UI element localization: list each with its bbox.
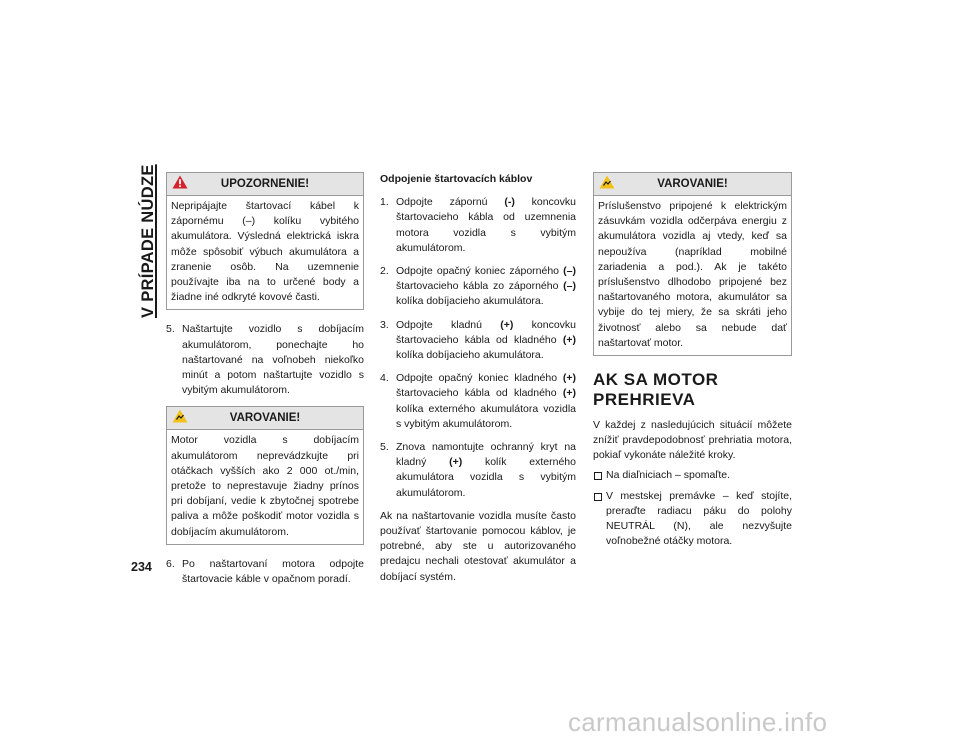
step-6-disconnect [166, 557, 364, 587]
polarity-symbol: (–) [563, 265, 576, 278]
step-number: 1. [380, 196, 389, 209]
polarity-symbol: (-) [504, 196, 515, 209]
warning-box-header [167, 407, 363, 430]
warning-triangle-icon [599, 175, 615, 189]
warning-title: VAROVANIE! [229, 412, 301, 425]
warning-title: VAROVANIE! [657, 178, 728, 190]
warning-box-rpm [166, 406, 364, 544]
caution-text: Nepripájajte štartovací kábel k zápornému (–) kolíku vybitého akumulátora. Výsledná elektrická iskra môže spôsobiť výbuch akumulátora a zranenie osôb. Na uzemnenie používajte iba na to určené body a žiadne iné odkryté kovové časti. [171, 200, 359, 304]
step-text: Znova namontujte ochranný kryt na kladný [396, 441, 576, 469]
caution-title: UPOZORNENIE! [220, 178, 310, 190]
step-text: Odpojte opačný koniec záporného [396, 265, 564, 278]
column-middle [380, 172, 576, 585]
step-text: štartovacieho kábla od kladného [396, 387, 563, 400]
bullet-item [593, 468, 792, 483]
warning-box-header [594, 173, 791, 196]
step-text: štartovacieho kábla zo záporného [396, 280, 564, 293]
step-text: Po naštartovaní motora odpojte štartovacie káble v opačnom poradí. [182, 557, 364, 586]
column-right [593, 172, 792, 556]
step-text: Odpojte kladnú [396, 318, 501, 331]
bullet-text: Na diaľniciach – spomaľte. [606, 468, 731, 481]
section-title: V PRÍPADE NÚDZE [139, 164, 157, 318]
heading-overheating: AK SA MOTOR PREHRIEVA [593, 370, 719, 410]
step-text: kolíka dobíjacieho akumulátora. [396, 349, 544, 362]
closing-paragraph: Ak na naštartovanie vozidla musíte často používať štartovanie pomocou káblov, je potrebné, aby ste u autorizovaného predajcu nechali otestovať akumulátor a dobíjací systém. [380, 509, 576, 583]
square-bullet-icon [594, 493, 602, 501]
disconnect-step-4 [380, 371, 576, 432]
warning-triangle-icon [172, 409, 188, 423]
polarity-symbol: (–) [563, 280, 576, 293]
disconnect-step-2 [380, 264, 576, 310]
step-number: 5. [380, 441, 389, 454]
step-text: koncovku štartovacieho kábla od uzemnenia motora vozidla s vybitým akumulátorom. [396, 196, 576, 254]
square-bullet-icon [594, 472, 602, 480]
disconnect-step-5 [380, 440, 576, 501]
polarity-symbol: (+) [562, 333, 576, 346]
watermark: carmanualsonline.info [568, 707, 828, 737]
step-text: Naštartujte vozidlo s dobíjacím akumulátorom, ponechajte ho naštartované na voľnobeh niekoľko minút a potom naštartujte vozidlo s vybitým akumulátorom. [182, 323, 364, 397]
step-number: 5. [166, 323, 175, 336]
polarity-symbol: (+) [562, 387, 576, 400]
step-number: 2. [380, 265, 389, 278]
bullet-item [593, 489, 792, 550]
page-number: 234 [131, 560, 152, 574]
column-left [166, 172, 364, 595]
polarity-symbol: (+) [449, 456, 463, 469]
disconnect-step-1 [380, 195, 576, 256]
step-text: kolík externého akumulátora vozidla s vybitým akumulátorom. [396, 456, 576, 499]
warning-box-accessories [593, 172, 792, 356]
caution-box-header [167, 173, 363, 196]
step-number: 3. [380, 318, 389, 331]
warning-text: Príslušenstvo pripojené k elektrickým zásuvkám vozidla odčerpáva energiu z akumulátora vozidla aj vtedy, keď sa nepoužíva (napríklad mobilné zariadenia a pod.). Ak je takéto príslušenstvo dlhodobo pripojené bez naštartovaného motora, akumulátor sa vybije do tej miery, že sa skráti jeho životnosť alebo sa nebude dať naštartovať motor. [598, 200, 787, 349]
subheading-disconnect: Odpojenie štartovacích káblov [380, 173, 533, 185]
polarity-symbol: (+) [562, 372, 576, 385]
warning-text: Motor vozidla s dobíjacím akumulátorom neprevádzkujte pri otáčkach vyšších ako 2 000 ot./min, pretože to neprestavuje žiadny prínos pri dobíjaní, vedie k zbytočnej spotrebe paliva a môže poškodiť motor vozidla s dobíjacím akumulátorom. [171, 434, 359, 538]
step-number: 6. [166, 557, 175, 570]
step-text: koncovku štartovacieho kábla od kladného [396, 318, 576, 346]
step-text: Odpojte zápornú [396, 196, 505, 209]
disconnect-step-3 [380, 318, 576, 364]
step-text: kolíka externého akumulátora vozidla s vybitým akumulátorom. [396, 402, 576, 430]
step-number: 4. [380, 372, 389, 385]
warning-triangle-icon [172, 175, 188, 189]
step-text: Odpojte opačný koniec kladného [396, 372, 563, 385]
caution-box [166, 172, 364, 310]
step-5-restart [166, 322, 364, 398]
step-text: kolíka dobíjacieho akumulátora. [396, 295, 544, 308]
polarity-symbol: (+) [500, 318, 514, 331]
intro-paragraph: V každej z nasledujúcich situácií môžete znížiť pravdepodobnosť prehriatia motora, pokiaľ vykonáte náležité kroky. [593, 419, 792, 462]
bullet-text: V mestskej premávke – keď stojíte, preraďte radiacu páku do polohy NEUTRÁL (N), ale nezvyšujte voľnobežné otáčky motora. [606, 489, 792, 548]
